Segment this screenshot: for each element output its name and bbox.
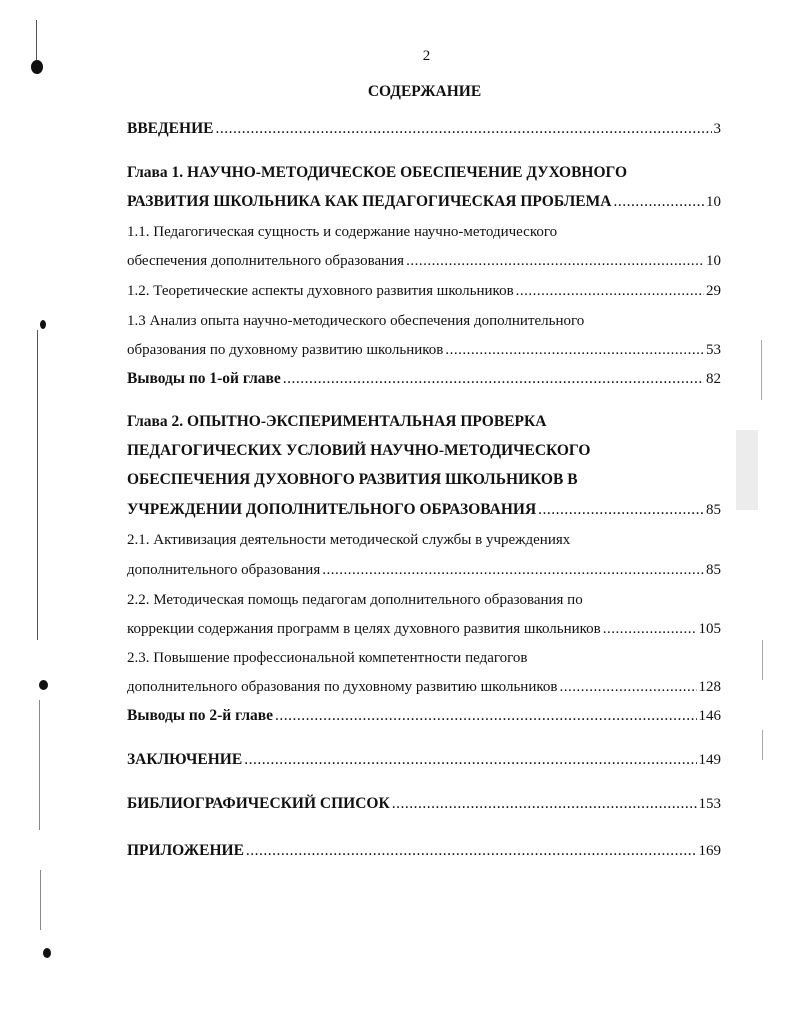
toc-leader-dots — [516, 281, 704, 301]
toc-entry-chapter-1[interactable] — [127, 192, 721, 212]
toc-entry-title: дополнительного образования по духовному развитию школьников — [127, 679, 558, 695]
toc-entry-page: 10 — [706, 194, 721, 210]
toc-entry-section-2-3[interactable] — [127, 677, 721, 697]
toc-chapter-2-heading-line-2: ПЕДАГОГИЧЕСКИХ УСЛОВИЙ НАУЧНО-МЕТОДИЧЕСКОГО — [127, 442, 591, 459]
toc-entry-section-1-2[interactable] — [127, 281, 721, 301]
toc-entry-chapter-2[interactable] — [127, 500, 721, 520]
scan-blot — [40, 320, 46, 329]
toc-title: СОДЕРЖАНИЕ — [367, 83, 482, 100]
scan-edge-line — [761, 340, 762, 400]
toc-entry-introduction[interactable] — [127, 119, 721, 139]
toc-entry-page: 29 — [706, 283, 721, 299]
toc-entry-title: Выводы по 1-ой главе — [127, 370, 281, 387]
toc-entry-title: БИБЛИОГРАФИЧЕСКИЙ СПИСОК — [127, 795, 390, 812]
toc-entry-conclusions-2[interactable] — [127, 706, 721, 726]
toc-section-2-3-heading: 2.3. Повышение профессиональной компетентности педагогов — [127, 650, 528, 666]
toc-leader-dots — [406, 251, 704, 271]
toc-section-2-1-heading: 2.1. Активизация деятельности методической службы в учреждениях — [127, 532, 571, 548]
page-number: 2 — [422, 48, 431, 64]
toc-entry-page: 10 — [706, 253, 721, 269]
toc-entry-bibliography[interactable] — [127, 794, 721, 814]
scan-edge-line — [762, 730, 763, 760]
scan-edge-line — [37, 330, 38, 640]
toc-entry-conclusion[interactable] — [127, 750, 721, 770]
toc-leader-dots — [275, 706, 696, 726]
scan-blot — [43, 948, 51, 958]
toc-leader-dots — [613, 192, 704, 212]
toc-entry-section-2-2[interactable] — [127, 619, 721, 639]
toc-entry-page: 85 — [706, 562, 721, 578]
scan-edge-line — [40, 870, 41, 930]
toc-leader-dots — [392, 794, 697, 814]
toc-entry-title: ЗАКЛЮЧЕНИЕ — [127, 751, 243, 768]
toc-entry-page: 3 — [713, 121, 721, 137]
toc-entry-title: образования по духовному развитию школьников — [127, 342, 444, 358]
toc-entry-title: обеспечения дополнительного образования — [127, 253, 405, 269]
toc-entry-title: ПРИЛОЖЕНИЕ — [127, 842, 244, 859]
toc-entry-title: УЧРЕЖДЕНИИ ДОПОЛНИТЕЛЬНОГО ОБРАЗОВАНИЯ — [127, 501, 537, 518]
toc-leader-dots — [246, 841, 697, 861]
toc-entry-appendix[interactable] — [127, 841, 721, 861]
toc-entry-page: 153 — [698, 796, 721, 812]
toc-entry-page: 146 — [698, 708, 721, 724]
scan-edge-line — [762, 640, 763, 680]
toc-entry-page: 105 — [698, 621, 721, 637]
toc-entry-page: 128 — [698, 679, 721, 695]
toc-entry-title: коррекции содержания программ в целях духовного развития школьников — [127, 621, 601, 637]
toc-entry-page: 85 — [706, 502, 721, 518]
toc-chapter-2-heading-line-1: Глава 2. ОПЫТНО-ЭКСПЕРИМЕНТАЛЬНАЯ ПРОВЕРКА — [127, 413, 547, 430]
toc-entry-section-2-1[interactable] — [127, 560, 721, 580]
toc-leader-dots — [283, 369, 704, 389]
scan-gray-mark — [736, 430, 758, 510]
toc-entry-page: 149 — [698, 752, 721, 768]
toc-leader-dots — [322, 560, 704, 580]
toc-entry-section-1-1[interactable] — [127, 251, 721, 271]
toc-leader-dots — [215, 119, 711, 139]
toc-entry-page: 82 — [706, 371, 721, 387]
toc-section-1-1-heading: 1.1. Педагогическая сущность и содержание научно-методического — [127, 224, 558, 240]
toc-section-2-2-heading: 2.2. Методическая помощь педагогам дополнительного образования по — [127, 592, 583, 608]
toc-leader-dots — [538, 500, 704, 520]
toc-entry-title: ВВЕДЕНИЕ — [127, 120, 214, 137]
toc-entry-page: 169 — [698, 843, 721, 859]
toc-leader-dots — [445, 340, 704, 360]
toc-entry-title: РАЗВИТИЯ ШКОЛЬНИКА КАК ПЕДАГОГИЧЕСКАЯ ПРОБЛЕМА — [127, 193, 612, 210]
toc-entry-title: дополнительного образования — [127, 562, 321, 578]
scan-blot — [39, 680, 48, 690]
toc-leader-dots — [559, 677, 696, 697]
toc-section-1-3-heading: 1.3 Анализ опыта научно-методического обеспечения дополнительного — [127, 313, 585, 329]
toc-entry-page: 53 — [706, 342, 721, 358]
toc-entry-title: Выводы по 2-й главе — [127, 707, 274, 724]
toc-leader-dots — [244, 750, 696, 770]
toc-entry-title: 1.2. Теоретические аспекты духовного развития школьников — [127, 283, 514, 299]
toc-entry-conclusions-1[interactable] — [127, 369, 721, 389]
toc-leader-dots — [603, 619, 697, 639]
toc-entry-section-1-3[interactable] — [127, 340, 721, 360]
toc-chapter-2-heading-line-3: ОБЕСПЕЧЕНИЯ ДУХОВНОГО РАЗВИТИЯ ШКОЛЬНИКОВ В — [127, 471, 578, 488]
scan-edge-line — [39, 700, 40, 830]
toc-chapter-1-heading: Глава 1. НАУЧНО-МЕТОДИЧЕСКОЕ ОБЕСПЕЧЕНИЕ ДУХОВНОГО — [127, 164, 628, 181]
